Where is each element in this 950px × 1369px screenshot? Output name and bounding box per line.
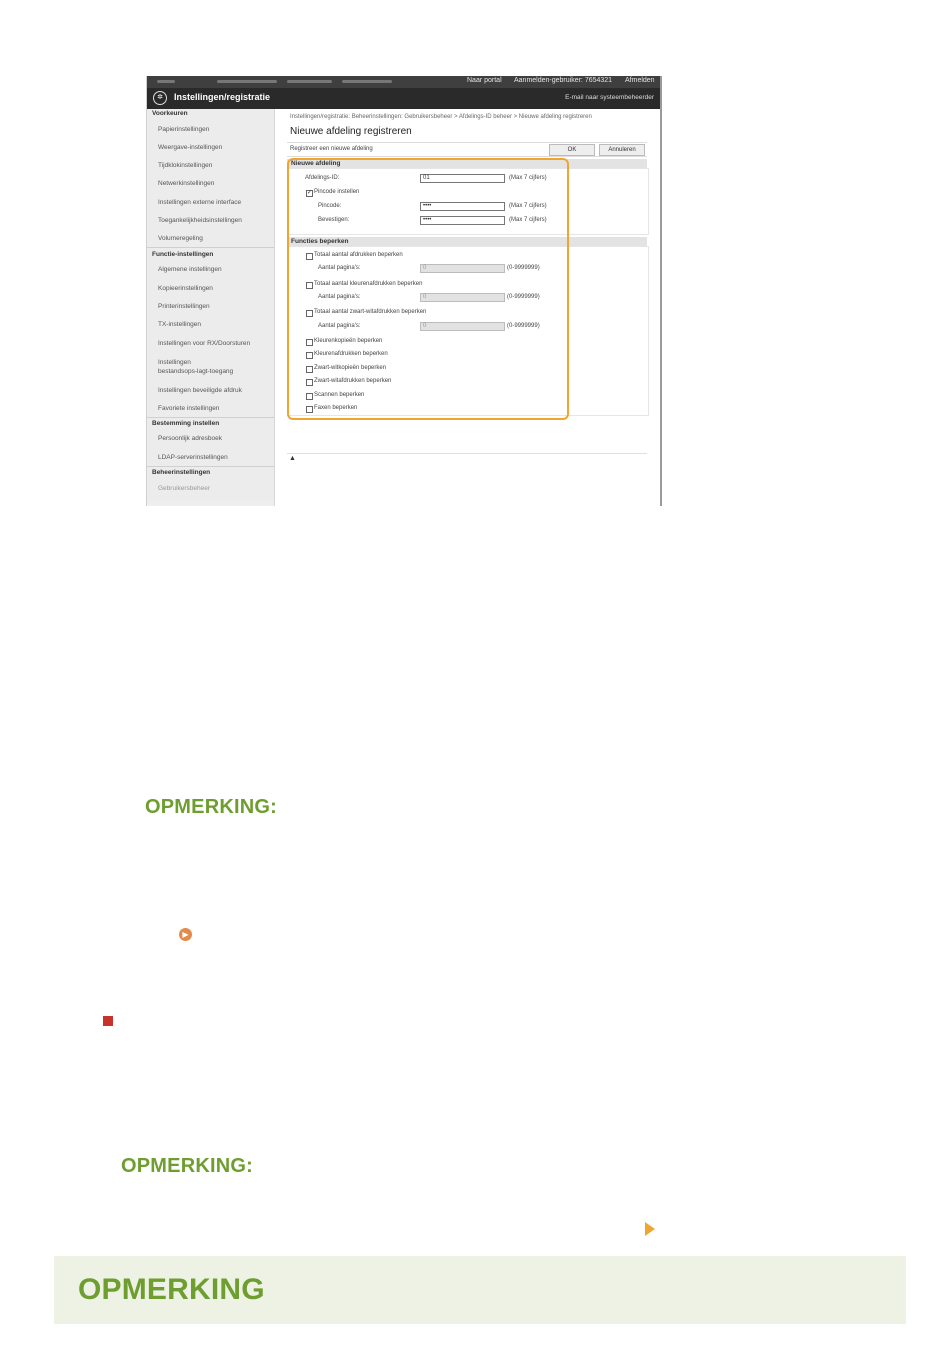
note-box bbox=[54, 1256, 906, 1324]
pincode-input[interactable]: •••• bbox=[420, 202, 505, 211]
range-hint: (0-9999999) bbox=[507, 265, 540, 271]
next-page-arrow-icon[interactable] bbox=[645, 1222, 655, 1236]
check-label: Kleurenafdrukken beperken bbox=[314, 351, 388, 357]
ok-button[interactable]: OK bbox=[549, 144, 595, 156]
section-bullet-icon bbox=[103, 1016, 113, 1026]
pincode-set-label: Pincode instellen bbox=[314, 189, 360, 195]
check-label: Zwart-witafdrukken beperken bbox=[314, 378, 392, 384]
sidebar-fade bbox=[147, 499, 274, 506]
sidebar-item[interactable]: Volumeregeling bbox=[158, 235, 203, 242]
top-bar bbox=[147, 76, 660, 88]
sidebar-item[interactable]: LDAP-serverinstellingen bbox=[158, 454, 228, 461]
register-text: Registreer een nieuwe afdeling bbox=[290, 146, 373, 152]
mail-admin-link[interactable]: E-mail naar systeembeheerder bbox=[565, 94, 654, 101]
note-heading: OPMERKING: bbox=[145, 796, 277, 818]
sidebar-head-voorkeuren: Voorkeuren bbox=[152, 110, 188, 117]
sidebar-item[interactable]: Printerinstellingen bbox=[158, 303, 210, 310]
sidebar-item[interactable]: TX-instellingen bbox=[158, 321, 201, 328]
sidebar-item[interactable]: Weergave-instellingen bbox=[158, 144, 223, 151]
pages-label: Aantal pagina's: bbox=[318, 323, 361, 329]
pages-input[interactable]: 0 bbox=[420, 293, 505, 302]
check-label: Scannen beperken bbox=[314, 392, 365, 398]
sidebar-item[interactable]: Toegankelijkheidsinstellingen bbox=[158, 217, 242, 224]
logout-link[interactable]: Afmelden bbox=[625, 77, 655, 84]
to-top-icon[interactable]: ▲ bbox=[289, 455, 296, 462]
sidebar-item[interactable]: Instellingen beveiligde afdruk bbox=[158, 387, 242, 394]
section-title: Nieuwe afdeling bbox=[291, 160, 341, 167]
note-box-title: OPMERKING bbox=[78, 1273, 265, 1306]
blurred-text bbox=[157, 80, 175, 83]
link-arrow-icon[interactable]: ▶ bbox=[179, 928, 192, 941]
range-hint: (0-9999999) bbox=[507, 294, 540, 300]
sidebar-item[interactable]: Instellingen voor RX/Doorsturen bbox=[158, 340, 251, 347]
limit-bw-print-label: Totaal aantal zwart-witafdrukken beperken bbox=[314, 309, 427, 315]
pages-label: Aantal pagina's: bbox=[318, 294, 361, 300]
check-label: Kleurenkopieën beperken bbox=[314, 338, 383, 344]
sidebar-item[interactable]: Kopieerinstellingen bbox=[158, 285, 213, 292]
range-hint: (0-9999999) bbox=[507, 323, 540, 329]
check-label: Faxen beperken bbox=[314, 405, 358, 411]
max-digits-hint: (Max 7 cijfers) bbox=[509, 175, 547, 181]
limit-color-print-label: Totaal aantal kleurenafdrukken beperken bbox=[314, 281, 423, 287]
bevestigen-label: Bevestigen: bbox=[318, 217, 350, 223]
afdeling-id-input[interactable]: 01 bbox=[420, 174, 505, 183]
sidebar-item[interactable]: Papierinstellingen bbox=[158, 126, 210, 133]
pages-input[interactable]: 0 bbox=[420, 264, 505, 273]
sidebar-head-functie: Functie-instellingen bbox=[152, 251, 214, 258]
sidebar-item[interactable]: Netwerkinstellingen bbox=[158, 180, 215, 187]
sidebar-item[interactable]: Instellingen externe interface bbox=[158, 199, 242, 206]
sidebar-divider bbox=[147, 466, 274, 467]
max-digits-hint: (Max 7 cijfers) bbox=[509, 217, 547, 223]
pages-input[interactable]: 0 bbox=[420, 322, 505, 331]
user-info: Aanmelden-gebruiker: 7654321 bbox=[514, 77, 613, 84]
sidebar-item[interactable]: Favoriete instellingen bbox=[158, 405, 220, 412]
divider bbox=[287, 453, 647, 454]
section-title: Functies beperken bbox=[291, 238, 349, 245]
afdeling-id-label: Afdelings-ID: bbox=[305, 175, 340, 181]
cancel-button[interactable]: Annuleren bbox=[599, 144, 645, 156]
settings-logo-icon: ✲ bbox=[153, 91, 167, 105]
sidebar-divider bbox=[147, 417, 274, 418]
pages-label: Aantal pagina's: bbox=[318, 265, 361, 271]
sidebar bbox=[147, 109, 275, 506]
embedded-screenshot bbox=[146, 76, 662, 506]
check-label: Zwart-witkopieën beperken bbox=[314, 365, 387, 371]
pincode-checkbox[interactable]: ✓ bbox=[307, 190, 313, 196]
pincode-label: Pincode: bbox=[318, 203, 342, 209]
page-title: Nieuwe afdeling registreren bbox=[290, 126, 412, 137]
max-digits-hint: (Max 7 cijfers) bbox=[509, 203, 547, 209]
app-title: Instellingen/registratie bbox=[174, 92, 271, 102]
bevestigen-input[interactable]: •••• bbox=[420, 216, 505, 225]
limit-total-print-label: Totaal aantal afdrukken beperken bbox=[314, 252, 403, 258]
sidebar-item[interactable]: Tijdklokinstellingen bbox=[158, 162, 213, 169]
note-heading: OPMERKING: bbox=[121, 1155, 253, 1177]
blurred-text bbox=[217, 80, 277, 83]
sidebar-item[interactable]: Persoonlijk adresboek bbox=[158, 435, 222, 442]
breadcrumb: Instellingen/registratie: Beheerinstellingen: Gebruikersbeheer > Afdelings-ID beheer > Nieuwe afdeling registreren bbox=[290, 114, 592, 120]
sidebar-item[interactable]: Instellingen bbox=[158, 359, 191, 366]
sidebar-item[interactable]: bestandsops-lagt-toegang bbox=[158, 368, 234, 375]
sidebar-item[interactable]: Gebruikersbeheer bbox=[158, 485, 211, 492]
sidebar-head-bestemming: Bestemming instellen bbox=[152, 420, 220, 427]
portal-link[interactable]: Naar portal bbox=[467, 77, 502, 84]
highlight-frame bbox=[287, 158, 569, 420]
blurred-text bbox=[342, 80, 392, 83]
blurred-text bbox=[287, 80, 332, 83]
sidebar-divider bbox=[147, 247, 274, 248]
sidebar-head-beheer: Beheerinstellingen bbox=[152, 469, 211, 476]
register-bar bbox=[287, 142, 647, 157]
sidebar-item[interactable]: Algemene instellingen bbox=[158, 266, 222, 273]
